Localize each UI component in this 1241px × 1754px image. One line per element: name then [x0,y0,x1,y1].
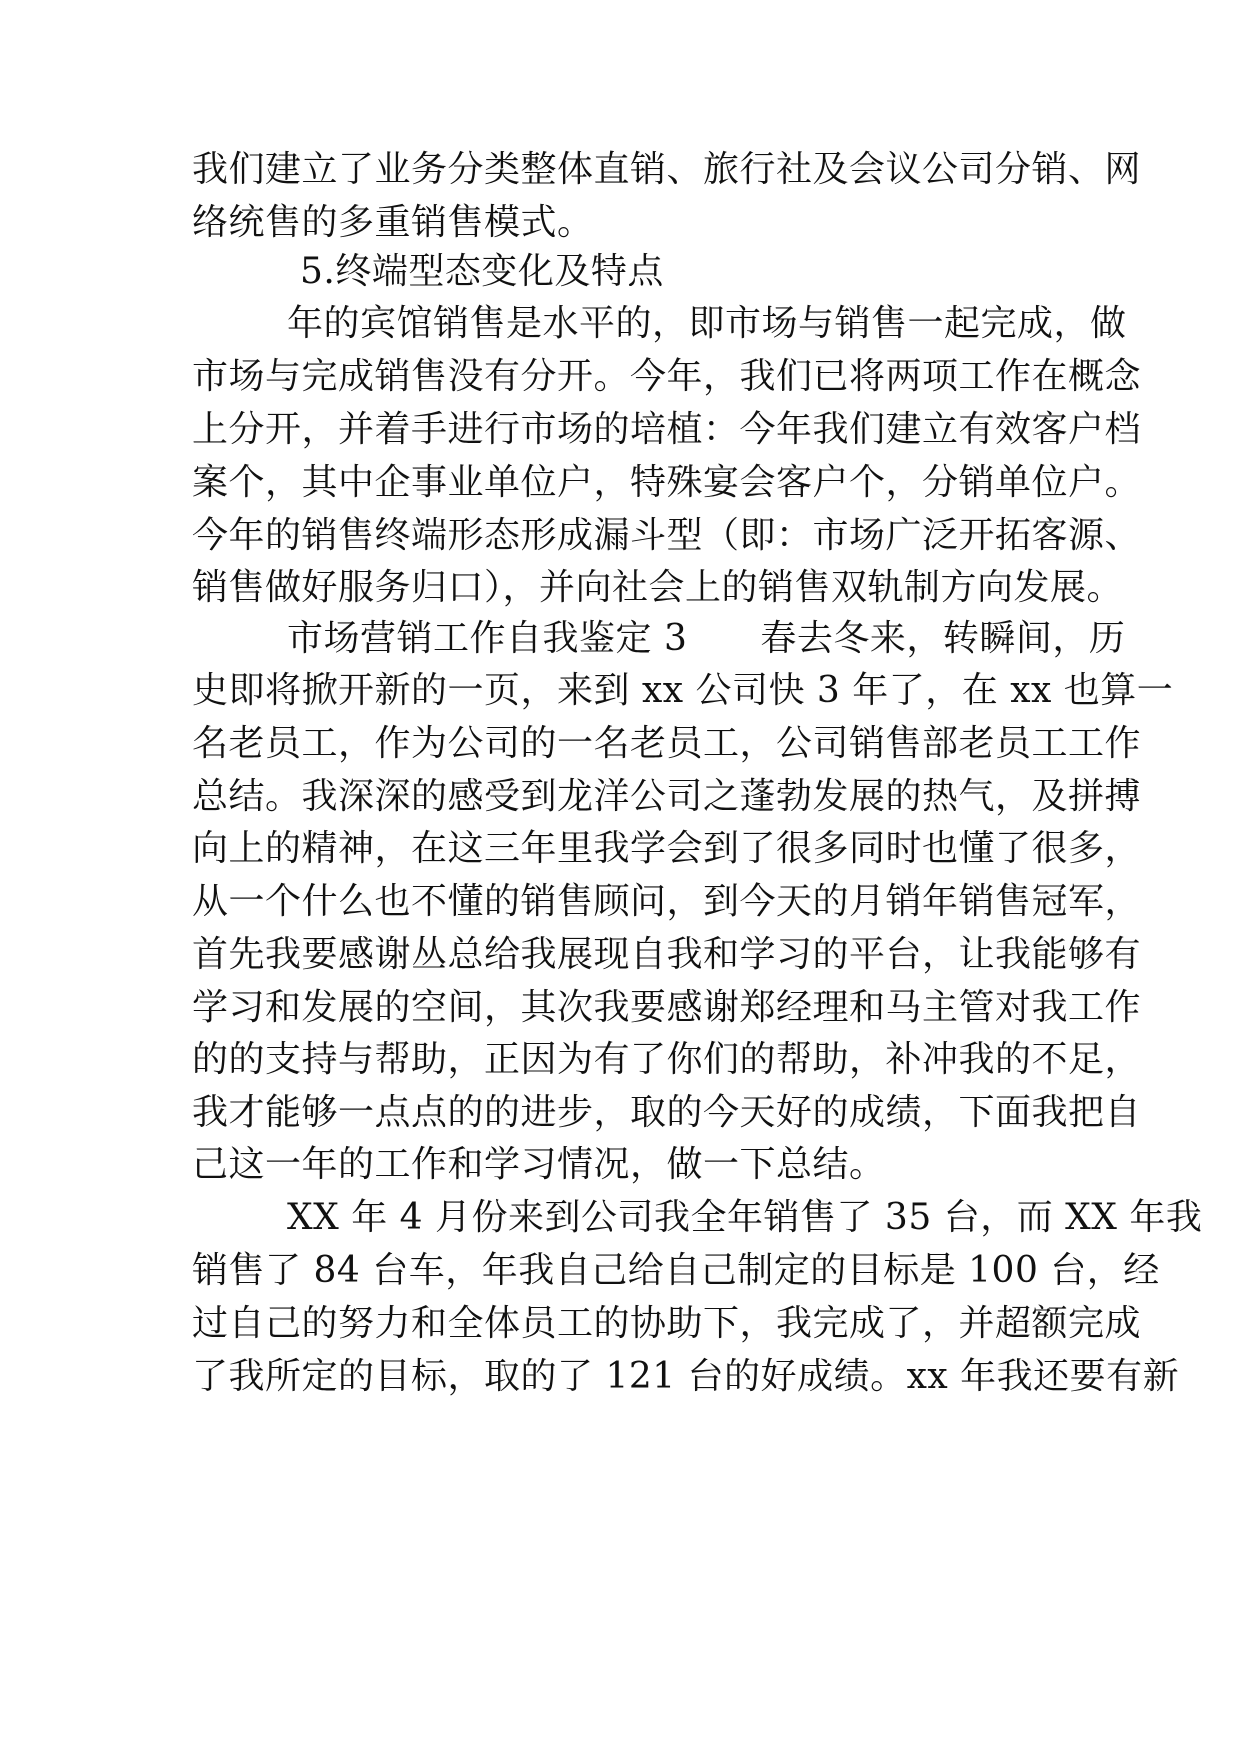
text-line: 今年的销售终端形态形成漏斗型（即：市场广泛开拓客源、 [192,515,1142,556]
text-line: 从一个什么也不懂的销售顾问，到今天的月销年销售冠军， [192,881,1142,922]
text-line: 市场与完成销售没有分开。今年，我们已将两项工作在概念 [192,356,1142,397]
text-line: XX 年 4 月份来到公司我全年销售了 35 台，而 XX 年我 [287,1197,1203,1238]
text-line: 市场营销工作自我鉴定 3 春去冬来，转瞬间，历 [287,618,1126,659]
text-line: 我们建立了业务分类整体直销、旅行社及会议公司分销、网 [192,149,1142,190]
section-heading: 5.终端型态变化及特点 [300,251,664,292]
text-line: 案个，其中企事业单位户，特殊宴会客户个，分销单位户。 [192,462,1142,503]
text-line: 己这一年的工作和学习情况，做一下总结。 [192,1144,886,1185]
text-line: 向上的精神，在这三年里我学会到了很多同时也懂了很多， [192,828,1142,869]
text-line: 学习和发展的空间，其次我要感谢郑经理和马主管对我工作 [192,987,1142,1028]
text-line: 的的支持与帮助，正因为有了你们的帮助，补冲我的不足， [192,1039,1142,1080]
text-line: 上分开，并着手进行市场的培植：今年我们建立有效客户档 [192,409,1142,450]
text-line: 史即将掀开新的一页，来到 xx 公司快 3 年了，在 xx 也算一 [192,670,1174,711]
text-line: 我才能够一点点的的进步，取的今天好的成绩，下面我把自 [192,1092,1142,1133]
text-line: 年的宾馆销售是水平的，即市场与销售一起完成，做 [287,303,1127,344]
text-line: 首先我要感谢丛总给我展现自我和学习的平台，让我能够有 [192,934,1142,975]
text-line: 络统售的多重销售模式。 [192,202,594,243]
text-line: 名老员工，作为公司的一名老员工，公司销售部老员工工作 [192,723,1142,764]
text-line: 总结。我深深的感受到龙洋公司之蓬勃发展的热气，及拼搏 [192,776,1142,817]
text-line: 了我所定的目标，取的了 121 台的好成绩。xx 年我还要有新 [192,1356,1180,1397]
text-line: 销售做好服务归口），并向社会上的销售双轨制方向发展。 [192,567,1124,608]
text-line: 销售了 84 台车，年我自己给自己制定的目标是 100 台，经 [192,1250,1160,1291]
text-line: 过自己的努力和全体员工的协助下，我完成了，并超额完成 [192,1303,1142,1344]
